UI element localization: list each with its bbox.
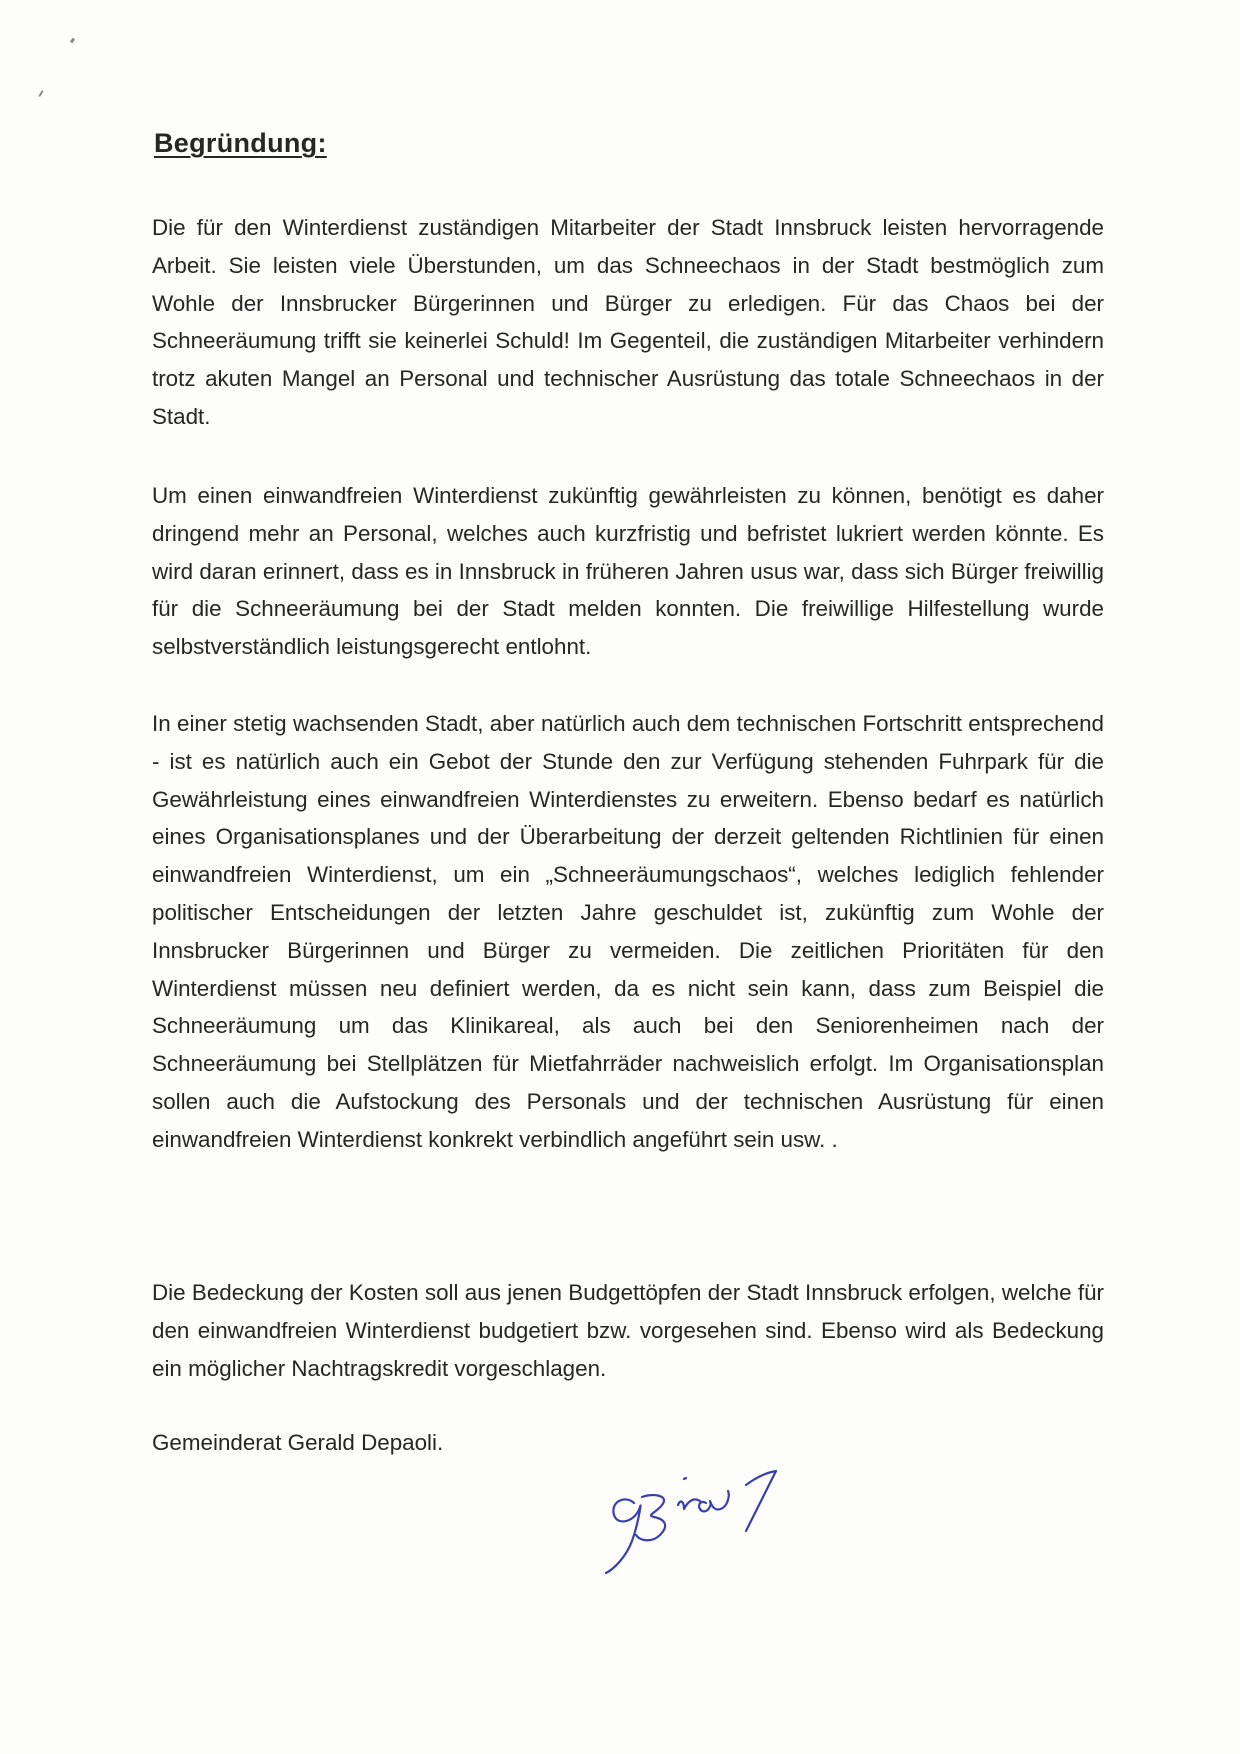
signature-stroke [636, 1495, 665, 1540]
signature-stroke [746, 1471, 776, 1531]
signature-stroke [684, 1478, 686, 1479]
paragraph-personnel-need: Um einen einwandfreien Winterdienst zukünftig gewährleisten zu können, benötigt es daher dringend mehr an Personal, welches auch kurzfristig und befristet lukriert werden könnte. Es wird daran erinnert, dass es in Innsbruck in früheren Jahren usus war, dass sich Bürger freiwillig für die Schneeräumung bei der Stadt melden konnten. Die freiwillige Hilfestellung wurde selbstverständlich leistungsgerecht entlohnt. [152, 483, 1104, 660]
paragraph-reasoning-staff: Die für den Winterdienst zuständigen Mitarbeiter der Stadt Innsbruck leisten hervorragende Arbeit. Sie leisten viele Überstunden, um das Schneechaos in der Stadt bestmöglich zum Wohle der Innsbrucker Bürgerinnen und Bürger zu erledigen. Für das Chaos bei der Schneeräumung trifft sie keinerlei Schuld! Im Gegenteil, die zuständigen Mitarbeiter verhindern trotz akuten Mangel an Personal und technischer Ausrüstung das totale Schneechaos in der Stadt. [152, 215, 1104, 429]
scan-artifact [70, 38, 75, 44]
document-heading: Begründung: [154, 128, 327, 158]
signature-stroke [678, 1499, 700, 1509]
signature-stroke [606, 1499, 641, 1573]
signature-stroke [699, 1491, 729, 1511]
scan-artifact [38, 90, 43, 97]
paragraph-fleet-organisation: In einer stetig wachsenden Stadt, aber natürlich auch dem technischen Fortschritt entsprechend - ist es natürlich auch ein Gebot der Stunde den zur Verfügung stehenden Fuhrpark für die Gewährleistung eines einwandfreien Winterdienstes zu erweitern. Ebenso bedarf es natürlich eines Organisationsplanes und der Überarbeitung der derzeit geltenden Richtlinien für einen einwandfreien Winterdienst, um ein „Schneeräumungschaos“, welches lediglich fehlender politischer Entscheidungen der letzten Jahre geschuldet ist, zukünftig zum Wohle der Innsbrucker Bürgerinnen und Bürger zu vermeiden. Die zeitlichen Prioritäten für den Winterdienst müssen neu definiert werden, da es nicht sein kann, dass zum Beispiel die Schneeräumung um das Klinikareal, als auch bei den Seniorenheimen nach der Schneeräumung bei Stellplätzen für Mietfahrräder nachweislich erfolgt. Im Organisationsplan sollen auch die Aufstockung des Personals und der technischen Ausrüstung für einen einwandfreien Winterdienst konkrekt verbindlich angeführt sein usw. . [152, 711, 1104, 1152]
paragraph-cost-coverage: Die Bedeckung der Kosten soll aus jenen Budgettöpfen der Stadt Innsbruck erfolgen, welche für den einwandfreien Winterdienst budgetiert bzw. vorgesehen sind. Ebenso wird als Bedeckung ein möglicher Nachtragskredit vorgeschlagen. [152, 1280, 1104, 1381]
signatory-line: Gemeinderat Gerald Depaoli. [152, 1430, 444, 1455]
handwritten-signature [596, 1465, 828, 1577]
